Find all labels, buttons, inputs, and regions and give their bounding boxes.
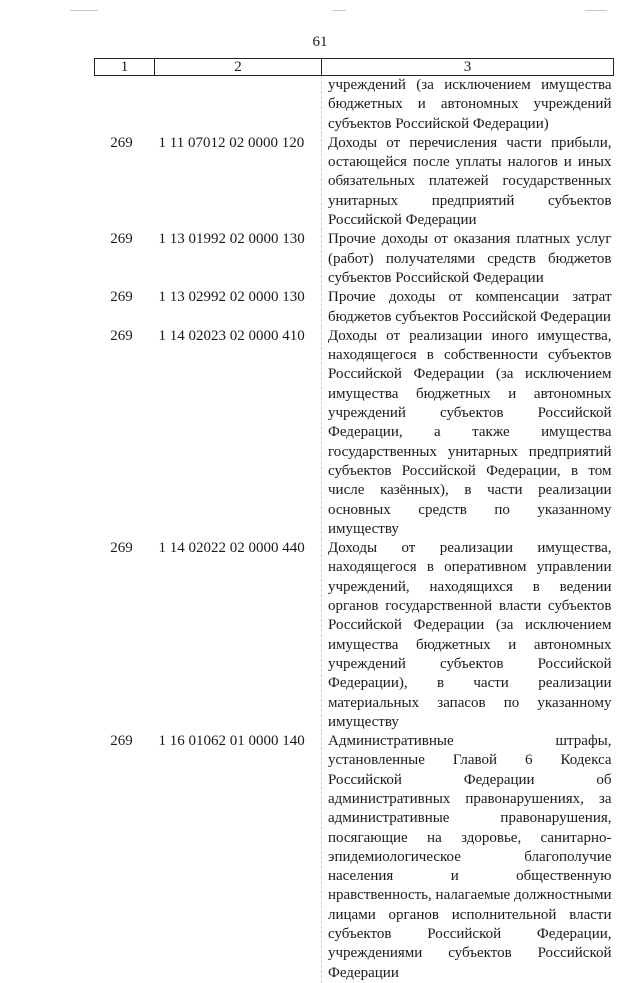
header-col-3: 3 <box>322 59 614 76</box>
scan-mark <box>585 10 607 11</box>
table-row <box>95 288 614 327</box>
page-number: 61 <box>312 34 328 50</box>
admin-code: 269 <box>110 540 133 557</box>
header-col-2: 2 <box>155 59 322 76</box>
admin-code: 269 <box>110 733 133 750</box>
table-row <box>95 539 614 732</box>
income-description: Доходы от реализации иного имущества, находящегося в собственности субъектов Российской Федерации (за исключением имущества бюджетных и автономных учреждений субъектов Российской Федерации, а также имущества государственных унитарных предприятий субъектов Российской Федерации, в том числе казённых), в части реализации основных средств по указанному имуществу <box>322 327 614 539</box>
income-description: Прочие доходы от оказания платных услуг (работ) получателями средств бюджетов субъектов Российской Федерации <box>322 230 614 288</box>
table-row <box>95 134 614 230</box>
admin-code: 269 <box>110 327 133 344</box>
income-codes-table <box>94 58 614 983</box>
admin-code: 269 <box>110 289 133 306</box>
scan-mark <box>332 10 346 11</box>
table-header <box>95 59 614 76</box>
admin-code: 269 <box>110 134 133 151</box>
table-row-continuation <box>95 76 614 134</box>
admin-code: 269 <box>110 231 133 248</box>
scan-mark <box>70 10 98 11</box>
income-code: 1 14 02023 02 0000 410 <box>158 327 305 344</box>
income-description: Административные штрафы, установленные Главой 6 Кодекса Российской Федерации об административных правонарушениях, за административные правонарушения, посягающие на здоровье, санитарно-эпидемиологическое благополучие населения и общественную нравственность, налагаемые должностными лицами органов исполнительной власти субъектов Российской Федерации, учреждениями субъектов Российской Федерации <box>322 732 614 983</box>
income-code: 1 13 02992 02 0000 130 <box>158 289 305 306</box>
income-description: Прочие доходы от компенсации затрат бюджетов субъектов Российской Федерации <box>322 288 614 327</box>
table-row <box>95 327 614 539</box>
table-row <box>95 230 614 288</box>
income-code: 1 16 01062 01 0000 140 <box>158 733 305 750</box>
income-code: 1 13 01992 02 0000 130 <box>158 231 305 248</box>
income-description: Доходы от перечисления части прибыли, остающейся после уплаты налогов и иных обязательных платежей государственных унитарных предприятий субъектов Российской Федерации <box>322 134 614 230</box>
table-row <box>95 732 614 983</box>
income-code: 1 11 07012 02 0000 120 <box>158 134 305 151</box>
continuation-text: учреждений (за исключением имущества бюджетных и автономных учреждений субъектов Российской Федерации) <box>322 76 614 134</box>
income-code: 1 14 02022 02 0000 440 <box>158 540 305 557</box>
income-description: Доходы от реализации имущества, находящегося в оперативном управлении учреждений, находящихся в ведении органов государственной власти субъектов Российской Федерации (за исключением имущества бюджетных и автономных учреждений субъектов Российской Федерации), в части реализации материальных запасов по указанному имуществу <box>322 539 614 732</box>
header-col-1: 1 <box>95 59 155 76</box>
